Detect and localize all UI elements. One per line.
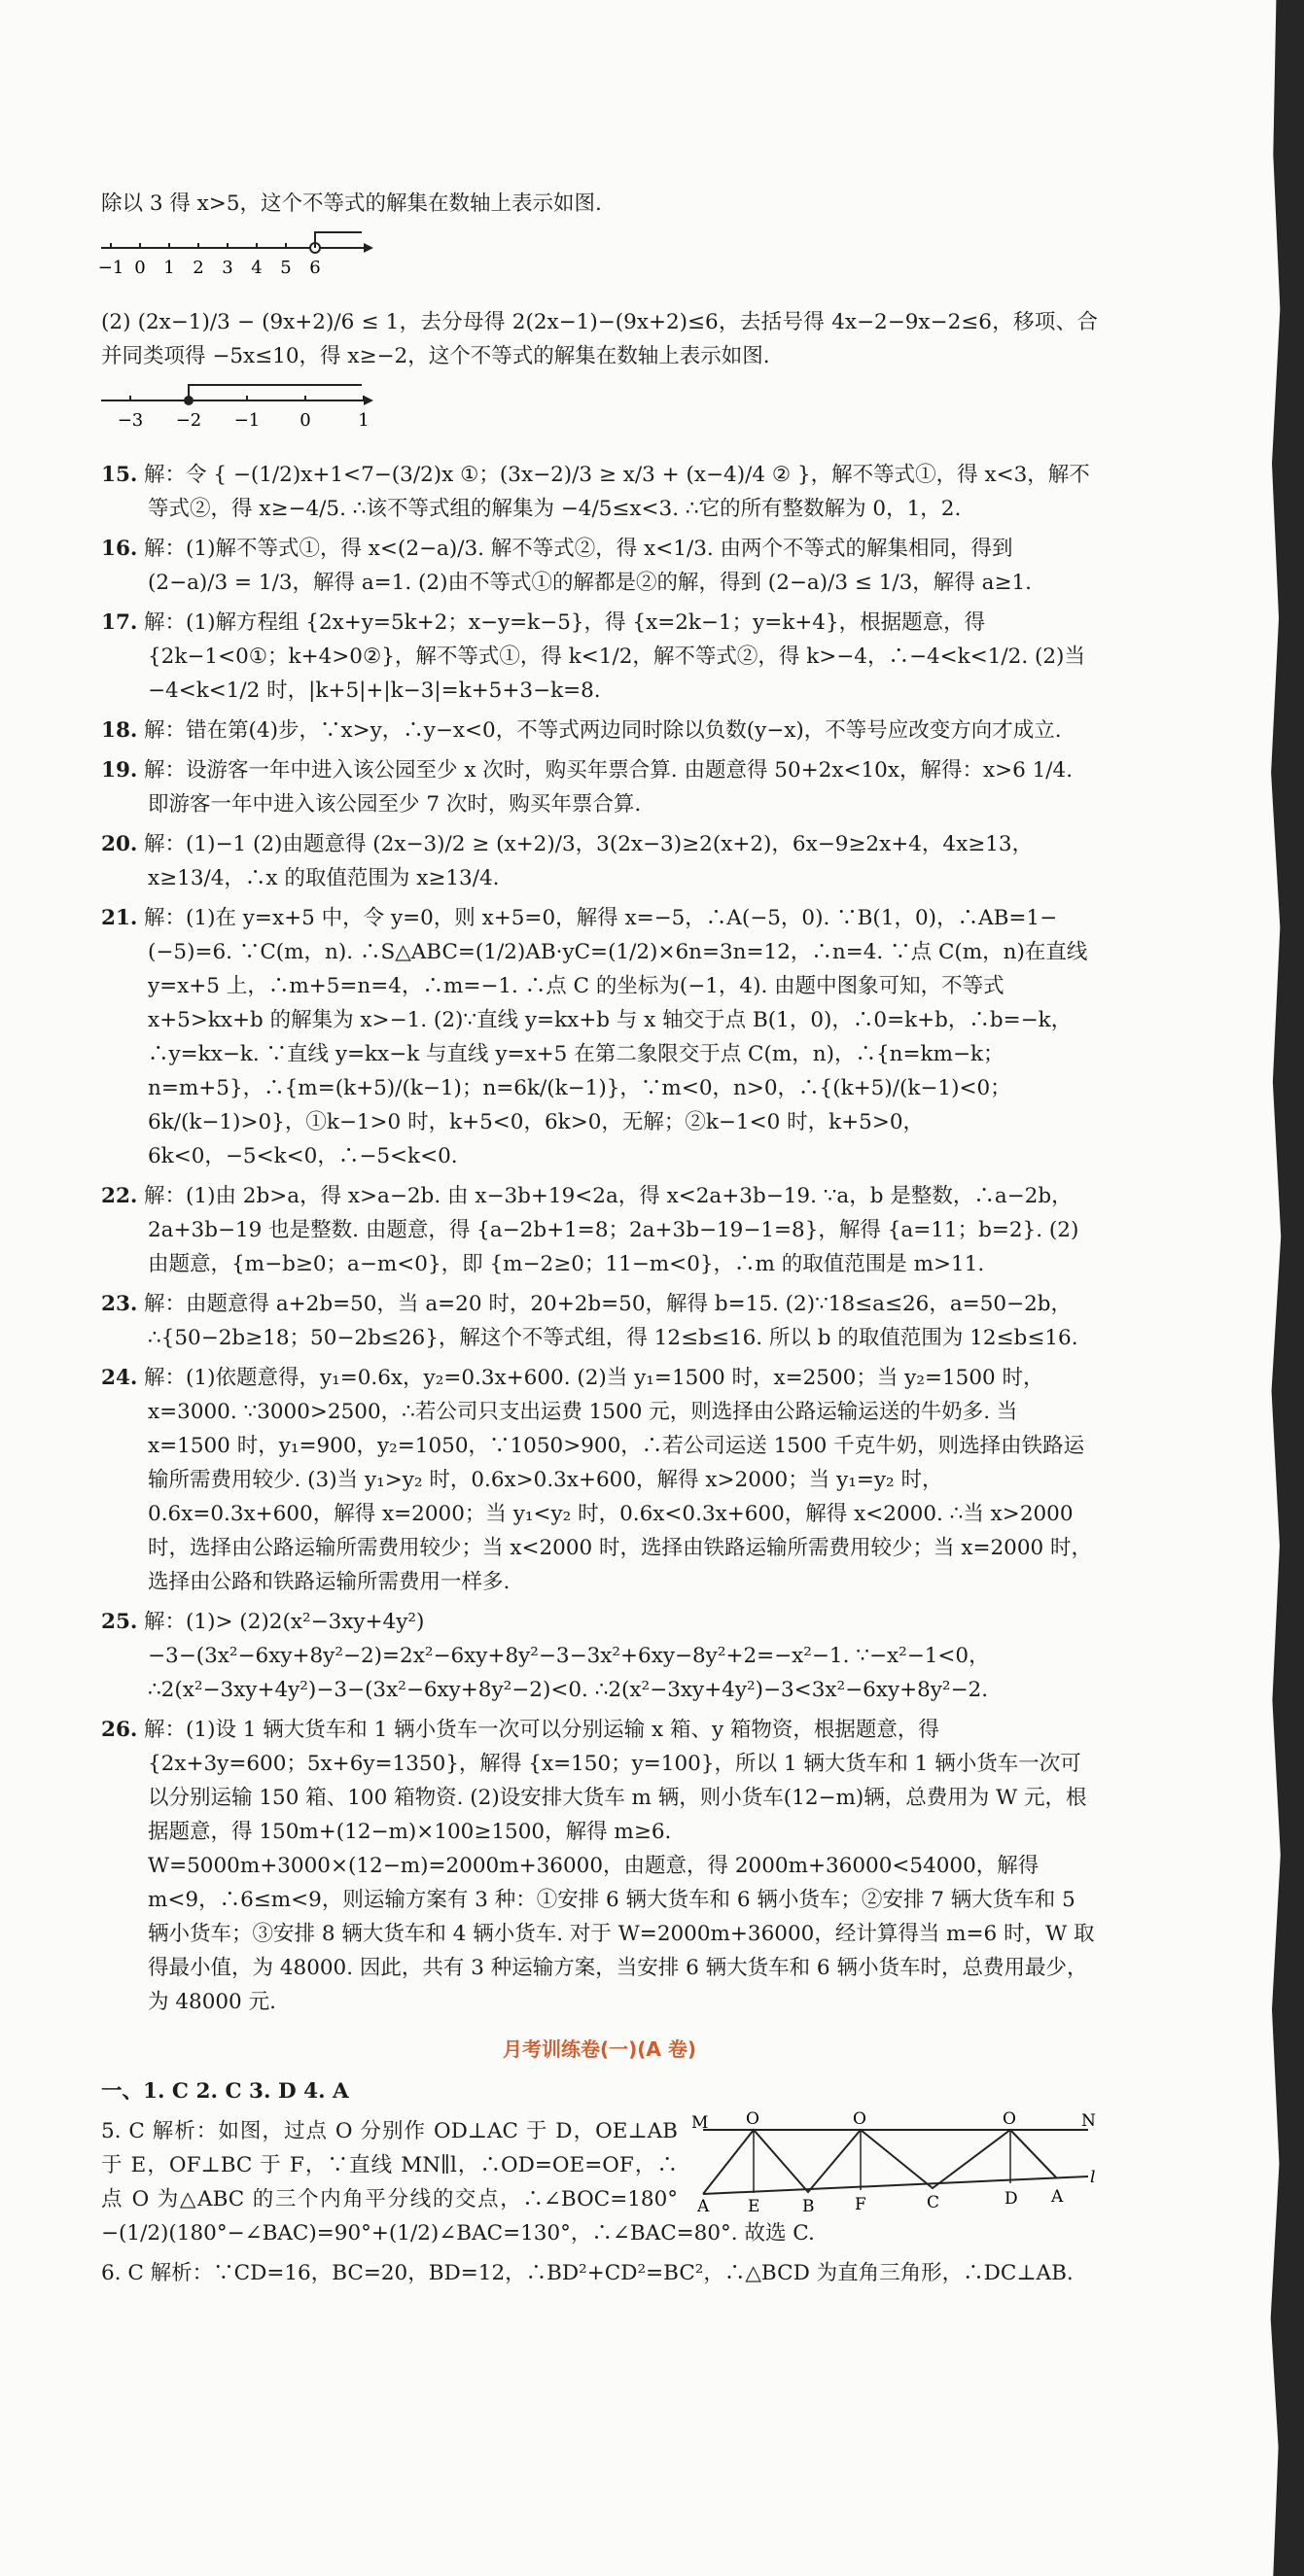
number-line-2-tick-label: −3 — [117, 410, 144, 431]
answer-number: 16. — [101, 537, 138, 561]
number-line-1-tick-label: 2 — [193, 258, 204, 278]
answer-text: 解：(1)解不等式①，得 x<(2−a)/3. 解不等式②，得 x<1/3. 由两个不等式的解集相同，得到 (2−a)/3 = 1/3，解得 a=1. (2)由不等式①的解都是②的解，得到 (2−a)/3 ≤ 1/3，解得 a≥1. — [144, 537, 1032, 595]
answer-item — [101, 827, 1098, 895]
answer-text: 解：(1)由 2b>a，得 x>a−2b. 由 x−3b+19<2a，得 x<2a+3b−19. ∵a，b 是整数，∴a−2b，2a+3b−19 也是整数. 由题意，得 {a−2b+1=8；2a+3b−19−1=8}，解得 {a=11；b=2}. (2)由题意，{m−b≥0；a−m<0}，即 {m−2≥0；11−m<0}，∴m 的取值范围是 m>11. — [144, 1184, 1079, 1276]
number-line-1-tick-label: 5 — [280, 258, 292, 278]
answer-number: 26. — [101, 1718, 138, 1742]
answer-item — [101, 458, 1098, 526]
geometry-figure — [689, 2108, 1098, 2215]
answer-page — [97, 187, 1098, 2296]
fig-label-F: F — [855, 2195, 866, 2214]
q5-answer: 5. C 解析：如图，过点 O 分别作 OD⊥AC 于 D，OE⊥AB 于 E，OF⊥BC 于 F，∵直线 MN∥l，∴OD=OE=OF，∴点 O 为△ABC 的三个内角平分线的交点，∴∠BOC=180°−(1/2)(180°−∠BAC)=90°+(1/2)∠BAC=130°，∴∠BAC=80°. 故选 C. — [101, 2119, 815, 2245]
answer-number: 23. — [101, 1292, 138, 1316]
fig-label-O1: O — [746, 2109, 759, 2129]
answer-number: 15. — [101, 463, 138, 487]
answer-text: 解：错在第(4)步，∵x>y，∴y−x<0，不等式两边同时除以负数(y−x)，不等号应改变方向才成立. — [144, 718, 1062, 743]
answer-item — [101, 1287, 1098, 1355]
number-line-1-tick-label: 0 — [134, 258, 146, 278]
number-line-2-tick-label: 1 — [358, 410, 370, 431]
answer-number: 21. — [101, 906, 138, 930]
answer-text: 解：(1)依题意得，y₁=0.6x，y₂=0.3x+600. (2)当 y₁=1500 时，x=2500；当 y₂=1500 时，x=3000. ∵3000>2500，∴若公司只支出运费 1500 元，则选择由公路运输运送的牛奶多. 当 x=1500 时，y₁=900，y₂=1050，∵1050>900，∴若公司运送 1500 千克牛奶，则选择由铁路运输所需费用较少. (3)当 y₁>y₂ 时，0.6x>0.3x+600，解得 x>2000；当 y₁=y₂ 时，0.6x=0.3x+600，解得 x=2000；当 y₁<y₂ 时，0.6x<0.3x+600，解得 x<2000. ∴当 x>2000 时，选择由公路运输所需费用较少；当 x<2000 时，选择由铁路运输所需费用较少；当 x=2000 时，选择由公路和铁路运输所需费用一样多. — [144, 1366, 1093, 1594]
q5-block — [101, 2109, 1098, 2250]
number-line-1-tick-label: 3 — [222, 258, 233, 278]
answer-item — [101, 1605, 1098, 1707]
fig-label-E: E — [748, 2197, 760, 2216]
number-line-1 — [97, 226, 393, 295]
answer-item — [101, 753, 1098, 821]
answer-number: 22. — [101, 1184, 138, 1208]
number-line-2-tick-label: 0 — [300, 410, 311, 431]
fig-label-B: B — [802, 2197, 815, 2216]
mc-answers: 一、1. C 2. C 3. D 4. A — [101, 2079, 349, 2104]
answer-item — [101, 901, 1098, 1173]
answer-number: 20. — [101, 832, 138, 856]
number-line-2-tick-label: −2 — [175, 410, 202, 431]
number-line-1-tick-label: 4 — [251, 258, 263, 278]
number-line-2 — [101, 379, 393, 447]
answer-text: 解：(1)> (2)2(x²−3xy+4y²)−3−(3x²−6xy+8y²−2)=2x²−6xy+8y²−3−3x²+6xy−8y²+2=−x²−1. ∵−x²−1<0，∴2(x²−3xy+4y²)−3−(3x²−6xy+8y²−2)<0. ∴2(x²−3xy+4y²)−3<3x²−6xy+8y²−2. — [144, 1610, 990, 1702]
answer-text: 解：令 { −(1/2)x+1<7−(3/2)x ①；(3x−2)/3 ≥ x/3 + (x−4)/4 ② }，解不等式①，得 x<3，解不等式②，得 x≥−4/5. ∴该不等式组的解集为 −4/5≤x<3. ∴它的所有整数解为 0，1，2. — [144, 463, 1090, 521]
answer-item — [101, 714, 1098, 748]
p14-line2: (2) (2x−1)/3 − (9x+2)/6 ≤ 1，去分母得 2(2x−1)−(9x+2)≤6，去括号得 4x−2−9x−2≤6，移项、合并同类项得 −5x≤10，得 x≥−2，这个不等式的解集在数轴上表示如图. — [101, 310, 1098, 368]
number-line-2-tick-label: −1 — [233, 410, 261, 431]
answer-number: 18. — [101, 718, 138, 743]
answer-text: 解：设游客一年中进入该公园至少 x 次时，购买年票合算. 由题意得 50+2x<10x，解得：x>6 1/4. 即游客一年中进入该公园至少 7 次时，购买年票合算. — [144, 758, 1074, 817]
answer-text: 解：(1)−1 (2)由题意得 (2x−3)/2 ≥ (x+2)/3，3(2x−3)≥2(x+2)，6x−9≥2x+4，4x≥13，x≥13/4，∴x 的取值范围为 x≥13/4. — [144, 832, 1034, 890]
answer-number: 25. — [101, 1610, 138, 1634]
fig-label-A1: A — [697, 2197, 710, 2216]
p14-line1: 除以 3 得 x>5，这个不等式的解集在数轴上表示如图. — [101, 191, 602, 216]
answer-item — [101, 532, 1098, 600]
answer-items — [101, 458, 1098, 2019]
fig-label-O3: O — [1003, 2109, 1016, 2129]
answer-number: 17. — [101, 610, 138, 635]
fig-label-N: N — [1081, 2111, 1096, 2131]
answer-item — [101, 1713, 1098, 2019]
answer-number: 19. — [101, 758, 138, 783]
answer-text: 解：(1)解方程组 {2x+y=5k+2；x−y=k−5}，得 {x=2k−1；y=k+4}，根据题意，得 {2k−1<0①；k+4>0②}，解不等式①，得 k<1/2，解不等式②，得 k>−4，∴−4<k<1/2. (2)当 −4<k<1/2 时，|k+5|+|k−3|=k+5+3−k=8. — [144, 610, 1085, 703]
answer-text: 解：由题意得 a+2b=50，当 a=20 时，20+2b=50，解得 b=15. (2)∵18≤a≤26，a=50−2b，∴{50−2b≥18；50−2b≤26}，解这个不等式组，得 12≤b≤16. 所以 b 的取值范围为 12≤b≤16. — [144, 1292, 1078, 1350]
answer-text: 解：(1)设 1 辆大货车和 1 辆小货车一次可以分别运输 x 箱、y 箱物资，根据题意，得 {2x+3y=600；5x+6y=1350}，解得 {x=150；y=100}，所以 1 辆大货车和 1 辆小货车一次可以分别运输 150 箱、100 箱物资. (2)设安排大货车 m 辆，则小货车(12−m)辆，总费用为 W 元，根据题意，得 150m+(12−m)×100≥1500，解得 m≥6. W=5000m+3000×(12−m)=2000m+36000，由题意，得 2000m+36000<54000，解得 m<9，∴6≤m<9，则运输方案有 3 种：①安排 6 辆大货车和 6 辆小货车；②安排 7 辆大货车和 5 辆小货车；③安排 8 辆大货车和 4 辆小货车. 对于 W=2000m+36000，经计算得当 m=6 时，W 取得最小值，为 48000. 因此，共有 3 种运输方案，当安排 6 辆大货车和 6 辆小货车时，总费用最少，为 48000 元. — [144, 1718, 1095, 2014]
fig-label-O2: O — [853, 2109, 866, 2129]
answer-text: 解：(1)在 y=x+5 中，令 y=0，则 x+5=0，解得 x=−5，∴A(−5，0). ∵B(1，0)，∴AB=1−(−5)=6. ∵C(m，n). ∴S△ABC=(1/2)AB·yC=(1/2)×6n=3n=12，∴n=4. ∵点 C(m，n)在直线 y=x+5 上，∴m+5=n=4，∴m=−1. ∴点 C 的坐标为(−1，4). 由题中图象可知，不等式 x+5>kx+b 的解集为 x>−1. (2)∵直线 y=kx+b 与 x 轴交于点 B(1，0)，∴0=k+b，∴b=−k，∴y=kx−k. ∵直线 y=kx−k 与直线 y=x+5 在第二象限交于点 C(m，n)，∴{n=km−k；n=m+5}，∴{m=(k+5)/(k−1)；n=6k/(k−1)}，∵m<0，n>0，∴{(k+5)/(k−1)<0；6k/(k−1)>0}，①k−1>0 时，k+5<0，6k>0，无解；②k−1<0 时，k+5>0，6k<0，−5<k<0，∴−5<k<0. — [144, 906, 1088, 1168]
q6-answer: 6. C 解析：∵CD=16，BC=20，BD=12，∴BD²+CD²=BC²，∴△BCD 为直角三角形，∴DC⊥AB. — [101, 2261, 1074, 2285]
number-line-1-tick-label: 1 — [163, 258, 175, 278]
fig-label-M: M — [691, 2113, 709, 2133]
answer-item — [101, 1361, 1098, 1599]
fig-label-l: l — [1090, 2168, 1096, 2187]
fig-label-A2: A — [1051, 2187, 1064, 2207]
section-title: 月考训练卷(一)(A 卷) — [502, 2037, 696, 2061]
answer-number: 24. — [101, 1366, 138, 1390]
answer-item — [101, 606, 1098, 708]
torn-page-edge — [1261, 0, 1304, 2576]
number-line-1-tick-label: −1 — [97, 258, 124, 278]
number-line-1-tick-label: 6 — [309, 258, 321, 278]
fig-label-C: C — [927, 2193, 940, 2212]
fig-label-D: D — [1004, 2189, 1018, 2209]
answer-item — [101, 1179, 1098, 1281]
